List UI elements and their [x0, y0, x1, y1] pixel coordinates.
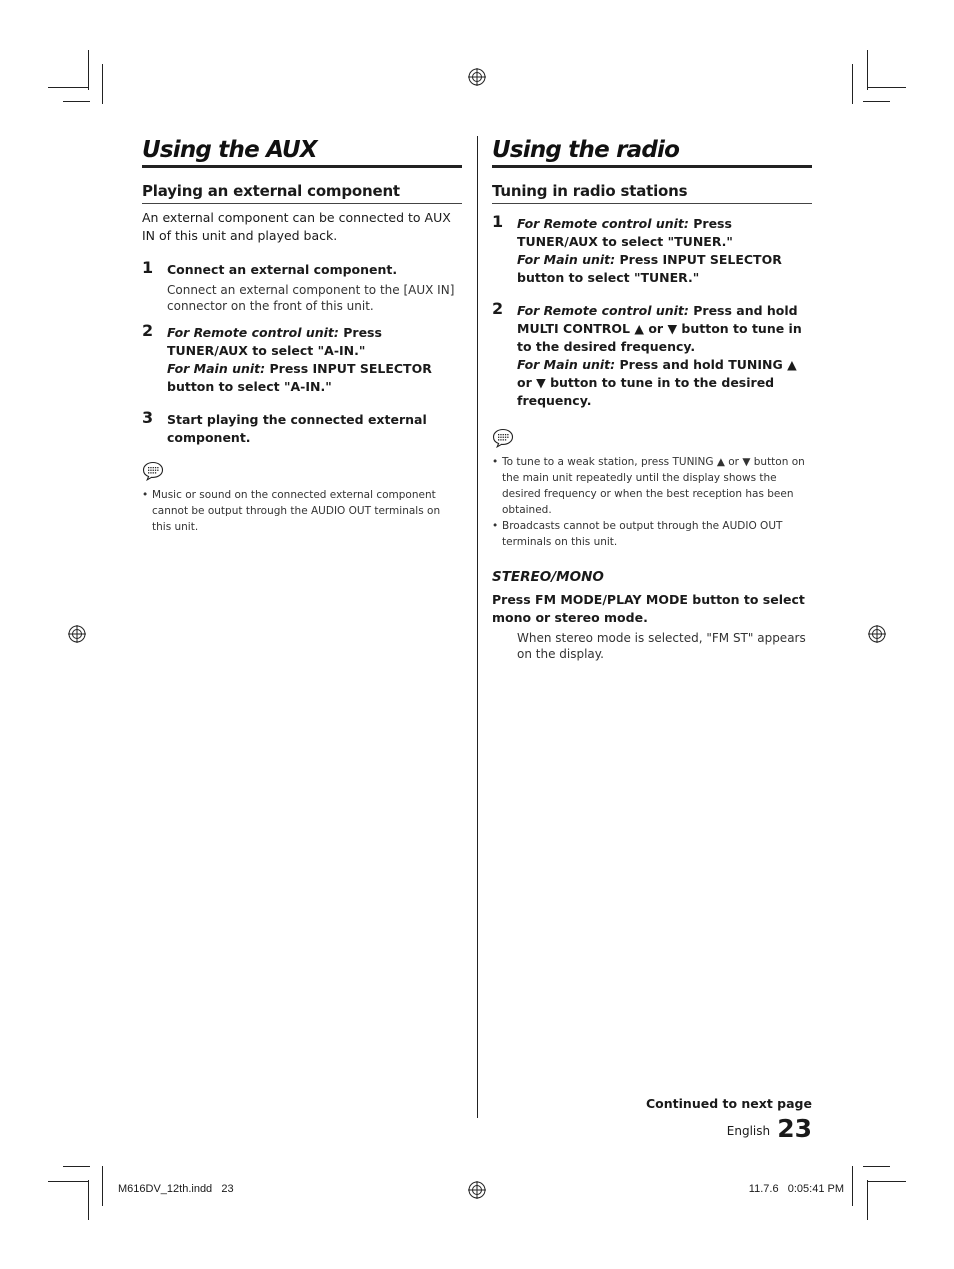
step-description: Connect an external component to the [AUX IN] connector on the front of this unit.: [167, 283, 455, 313]
aux-intro: An external component can be connected to AUX IN of this unit and played back.: [142, 210, 451, 243]
note-icon: [142, 461, 164, 481]
remote-label: For Remote control unit:: [517, 216, 689, 231]
step-text: [517, 302, 812, 410]
step-number: 2: [142, 321, 154, 340]
remote-text: Press TUNER/AUX to select "TUNER.": [517, 216, 733, 249]
registration-mark-icon: [468, 68, 486, 86]
stereo-mono-instruction: Press FM MODE/PLAY MODE button to select mono or stereo mode.: [492, 592, 805, 625]
aux-step-2: [142, 321, 462, 396]
remote-text: Press and hold MULTI CONTROL ▲ or ▼ button to tune in to the desired frequency.: [517, 303, 802, 354]
main-text: Press INPUT SELECTOR button to select "TUNER.": [517, 252, 782, 285]
page-number: 23: [777, 1114, 812, 1143]
radio-step-1: [492, 212, 812, 287]
step-text: Connect an external component.: [167, 262, 398, 277]
page-footer: [640, 1114, 812, 1143]
aux-step-1: [142, 258, 462, 314]
stereo-mono-title: STEREO/MONO: [492, 569, 604, 585]
step-number: 1: [142, 258, 154, 277]
remote-label: For Remote control unit:: [167, 325, 339, 340]
stereo-mono-description: When stereo mode is selected, "FM ST" appears on the display.: [517, 631, 806, 661]
radio-step-2: [492, 299, 812, 410]
aux-section: [142, 136, 462, 535]
note-icon: [492, 428, 514, 448]
main-label: For Main unit:: [517, 252, 616, 267]
remote-label: For Remote control unit:: [517, 303, 689, 318]
main-label: For Main unit:: [517, 357, 616, 372]
file-name: M616DV_12th.indd 23: [118, 1183, 234, 1195]
registration-mark-icon: [68, 625, 86, 643]
remote-text: Press TUNER/AUX to select "A-IN.": [167, 325, 382, 358]
note-item: • Broadcasts cannot be output through the AUDIO OUT terminals on this unit.: [492, 520, 783, 548]
registration-mark-icon: [868, 625, 886, 643]
radio-title: Using the radio: [492, 136, 812, 168]
continued-note: Continued to next page: [646, 1096, 812, 1111]
aux-step-3: [142, 408, 462, 447]
main-text: Press and hold TUNING ▲ or ▼ button to tune in to the desired frequency.: [517, 357, 797, 408]
main-text: Press INPUT SELECTOR button to select "A-IN.": [167, 361, 432, 394]
step-text: Start playing the connected external component.: [167, 412, 427, 445]
column-divider: [477, 136, 478, 1118]
registration-mark-icon: [468, 1181, 486, 1199]
radio-section: [492, 136, 812, 662]
step-number: 1: [492, 212, 504, 231]
note-item: • Music or sound on the connected external component cannot be output through the AUDIO OUT terminals on this unit.: [142, 489, 441, 533]
print-timestamp: 11.7.6 0:05:41 PM: [748, 1183, 844, 1195]
step-number: 3: [142, 408, 154, 427]
step-number: 2: [492, 299, 504, 318]
aux-subtitle: Playing an external component: [142, 181, 462, 204]
main-label: For Main unit:: [167, 361, 266, 376]
note-item: • To tune to a weak station, press TUNING ▲ or ▼ button on the main unit repeatedly until the display shows the desired frequency or when the best reception has been obtained.: [492, 456, 805, 516]
language-label: English: [726, 1124, 771, 1138]
step-text: [167, 324, 462, 396]
step-text: [517, 215, 812, 287]
radio-subtitle: Tuning in radio stations: [492, 181, 812, 204]
aux-title: Using the AUX: [142, 136, 462, 168]
